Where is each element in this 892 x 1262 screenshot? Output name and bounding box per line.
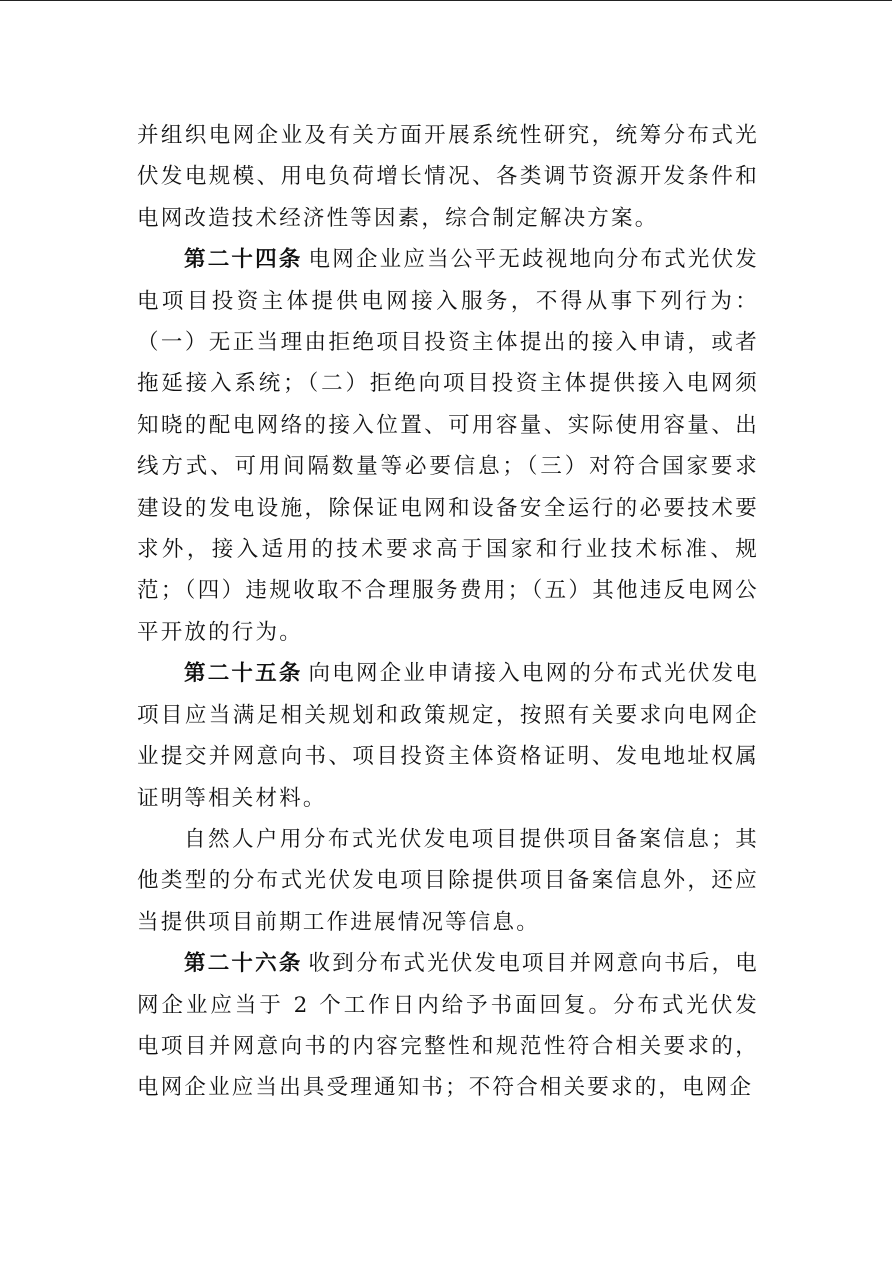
paragraph-continuation (137, 115, 759, 239)
document-body (137, 115, 759, 1109)
article-text: 收到分布式光伏发电项目并网意向书后，电网企业应当于 2 个工作日内给予书面回复。分布式光伏发电项目并网意向书的内容完整性和规范性符合相关要求的，电网企业应当出具受理通知书；不符合相关要求的，电网企 (137, 951, 759, 1101)
article-text: 电网企业应当公平无歧视地向分布式光伏发电项目投资主体提供电网接入服务，不得从事下列行为：（一）无正当理由拒绝项目投资主体提出的接入申请，或者拖延接入系统；（二）拒绝向项目投资主体提供接入电网须知晓的配电网络的接入位置、可用容量、实际使用容量、出线方式、可用间隔数量等必要信息；（三）对符合国家要求建设的发电设施，除保证电网和设备安全运行的必要技术要求外，接入适用的技术要求高于国家和行业技术标准、规范；（四）违规收取不合理服务费用；（五）其他违反电网公平开放的行为。 (137, 247, 759, 645)
article-25 (137, 653, 759, 819)
article-26 (137, 943, 759, 1109)
article-number: 第二十六条 (184, 951, 303, 977)
article-number: 第二十五条 (184, 661, 303, 687)
paragraph-text: 并组织电网企业及有关方面开展系统性研究，统筹分布式光伏发电规模、用电负荷增长情况、各类调节资源开发条件和电网改造技术经济性等因素，综合制定解决方案。 (137, 123, 759, 231)
article-24 (137, 239, 759, 653)
article-text: 向电网企业申请接入电网的分布式光伏发电项目应当满足相关规划和政策规定，按照有关要求向电网企业提交并网意向书、项目投资主体资格证明、发电地址权属证明等相关材料。 (137, 661, 759, 811)
article-25-paragraph-2 (137, 819, 759, 943)
page-top-border (0, 0, 892, 1)
article-number: 第二十四条 (184, 247, 303, 273)
paragraph-text: 自然人户用分布式光伏发电项目提供项目备案信息；其他类型的分布式光伏发电项目除提供项目备案信息外，还应当提供项目前期工作进展情况等信息。 (137, 826, 759, 935)
